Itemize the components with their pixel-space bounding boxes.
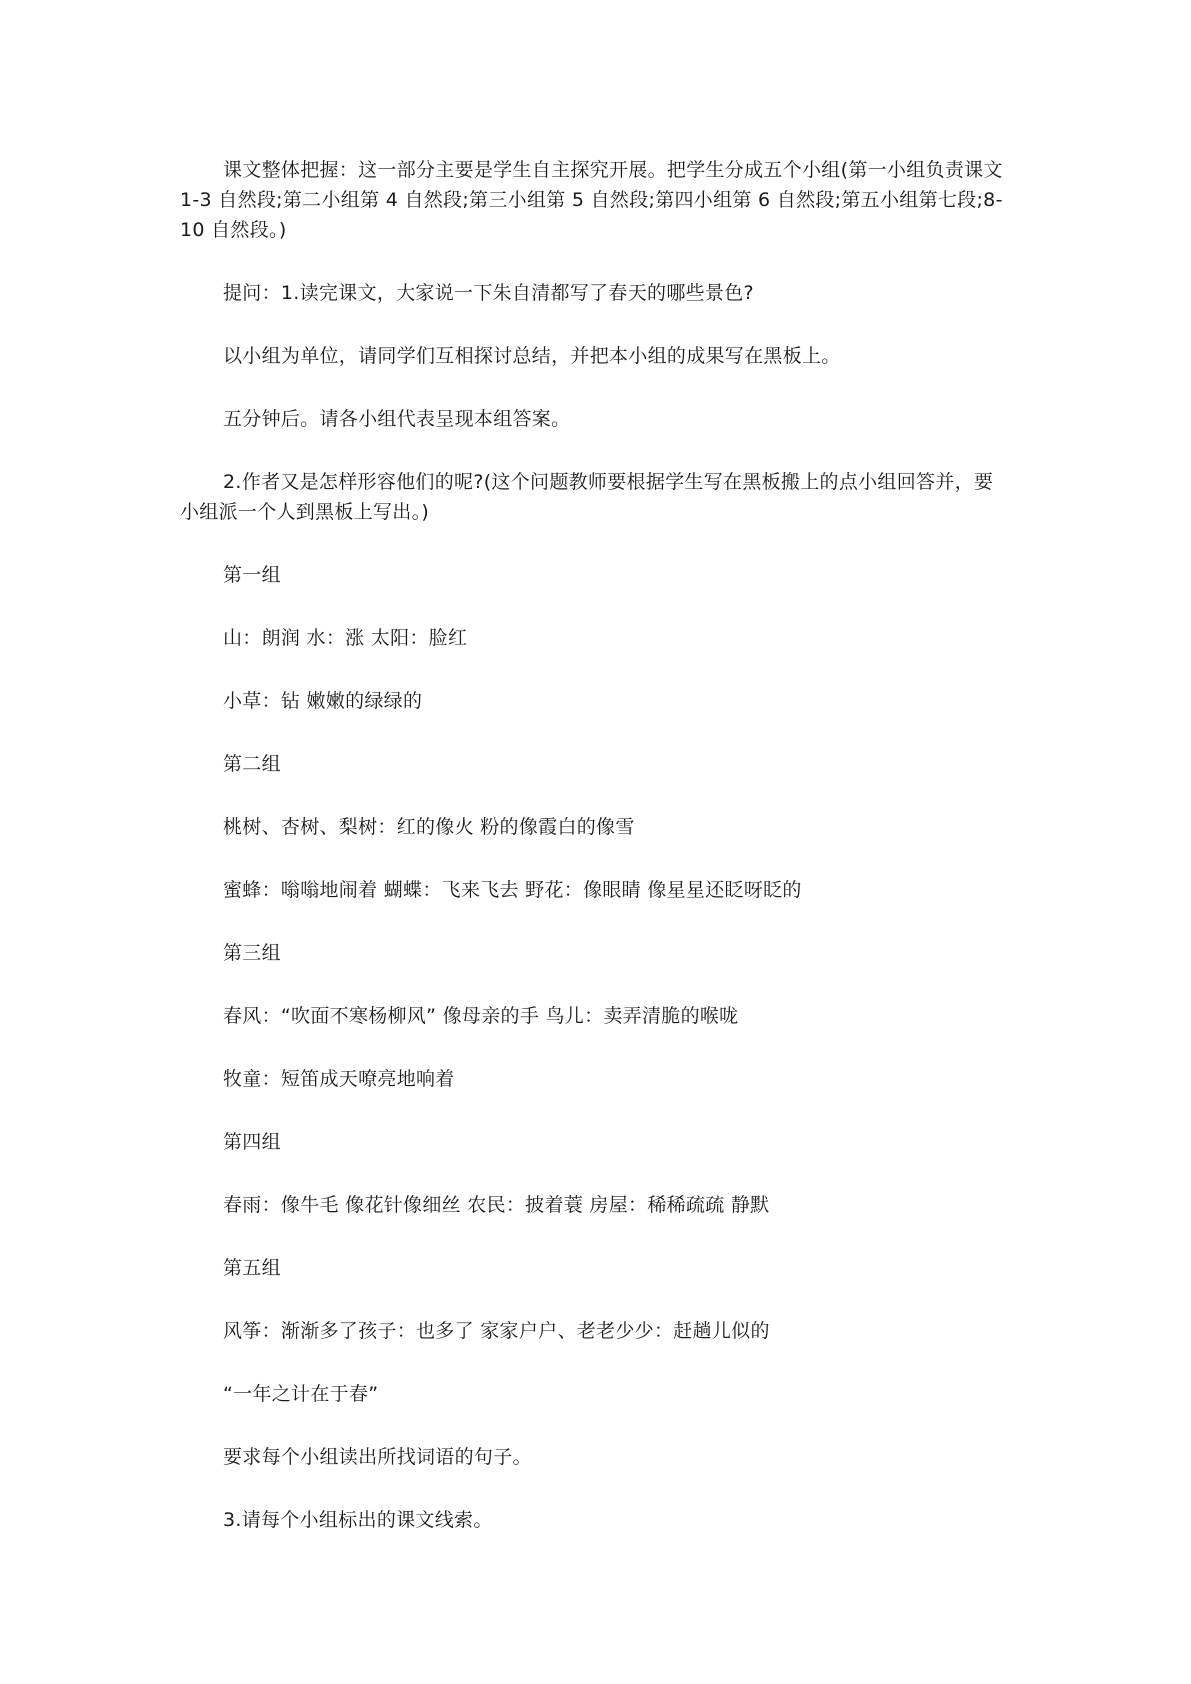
paragraph-question-2: 2.作者又是怎样形容他们的呢?(这个问题教师要根据学生写在黑板搬上的点小组回答并，要小组派一个人到黑板上写出。) [180, 471, 994, 523]
paragraph-question-3: 3.请每个小组标出的课文线索。 [223, 1509, 493, 1531]
group-3-line-1: 春风：“吹面不寒杨柳风” 像母亲的手 鸟儿：卖弄清脆的喉咙 [223, 1005, 739, 1027]
group-4-heading: 第四组 [223, 1131, 281, 1153]
group-3-heading: 第三组 [223, 942, 281, 964]
group-2-heading: 第二组 [223, 753, 281, 775]
group-2-line-2: 蜜蜂：嗡嗡地闹着 蝴蝶：飞来飞去 野花：像眼睛 像星星还眨呀眨的 [223, 879, 802, 901]
group-5-heading: 第五组 [223, 1257, 281, 1279]
quote-spring: “一年之计在于春” [223, 1383, 379, 1405]
paragraph-overview: 课文整体把握：这一部分主要是学生自主探究开展。把学生分成五个小组(第一小组负责课文 1-3 自然段;第二小组第 4 自然段;第三小组第 5 自然段;第四小组第 6 自然段;第五小组第七段;8-10 自然段。) [180, 159, 1003, 241]
group-1-line-1: 山：朗润 水：涨 太阳：脸红 [223, 627, 468, 649]
paragraph-question-1: 提问：1.读完课文，大家说一下朱自清都写了春天的哪些景色? [223, 282, 754, 304]
paragraph-read-sentences: 要求每个小组读出所找词语的句子。 [223, 1446, 532, 1468]
group-4-line-1: 春雨：像牛毛 像花针像细丝 农民：披着蓑 房屋：稀稀疏疏 静默 [223, 1194, 770, 1216]
paragraph-five-minutes: 五分钟后。请各小组代表呈现本组答案。 [223, 408, 571, 430]
group-1-line-2: 小草：钻 嫩嫩的绿绿的 [223, 690, 423, 712]
group-3-line-2: 牧童：短笛成天嘹亮地响着 [223, 1068, 455, 1090]
group-5-line-1: 风筝：渐渐多了孩子：也多了 家家户户、老老少少：赶趟儿似的 [223, 1320, 770, 1342]
group-1-heading: 第一组 [223, 564, 281, 586]
group-2-line-1: 桃树、杏树、梨树：红的像火 粉的像霞白的像雪 [223, 816, 635, 838]
paragraph-group-instruction: 以小组为单位，请同学们互相探讨总结，并把本小组的成果写在黑板上。 [223, 345, 841, 367]
